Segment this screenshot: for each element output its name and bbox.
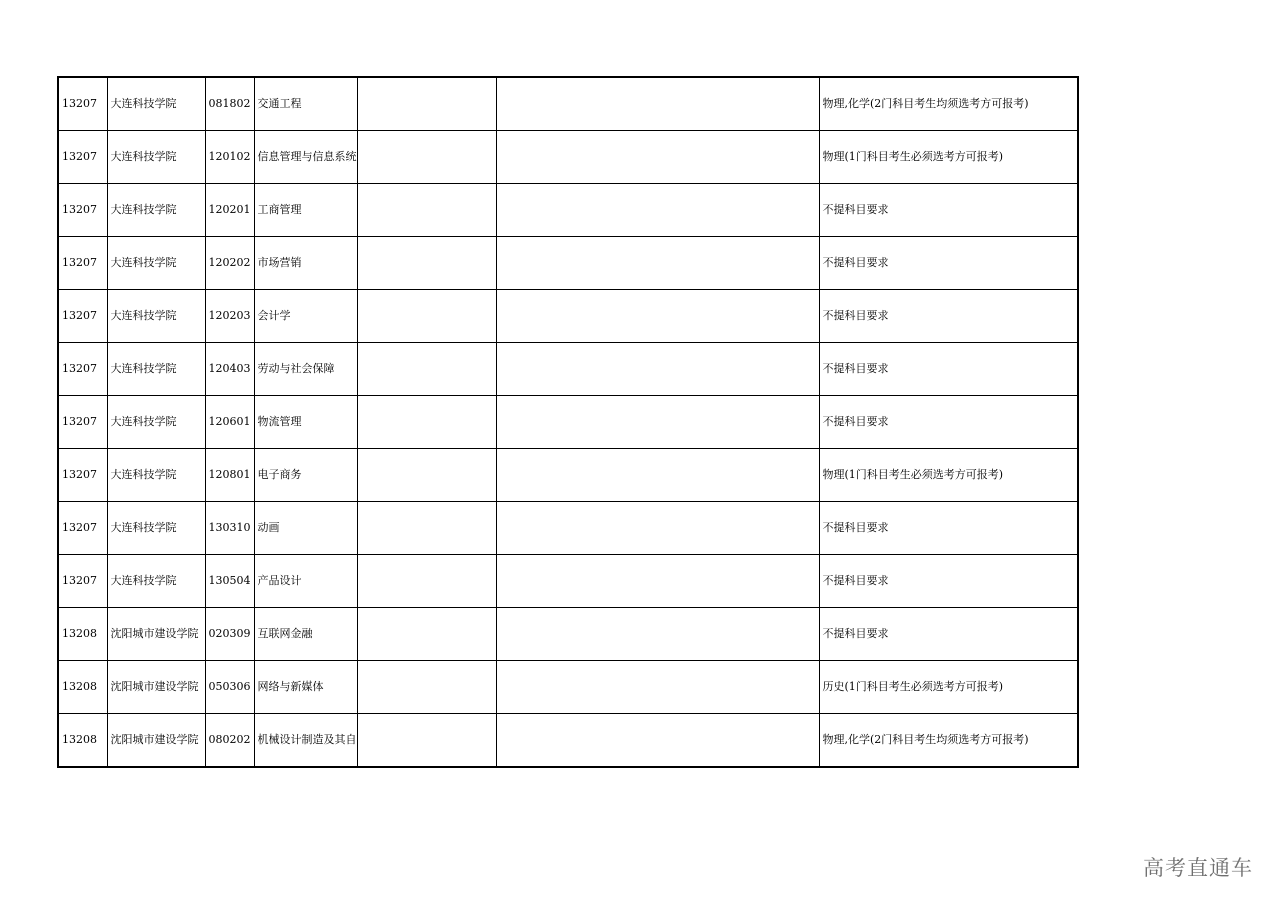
blank-cell [357,184,496,237]
table-row [58,290,1078,343]
table-body [58,77,1078,767]
school-code-cell: 13207 [58,237,107,290]
table-row [58,714,1078,768]
school-code-cell: 13207 [58,449,107,502]
major-code-cell: 130310 [205,502,254,555]
subject-requirement-cell: 不提科目要求 [819,237,1078,290]
blank-cell [357,77,496,131]
notes-cell [496,555,819,608]
major-code-cell: 120403 [205,343,254,396]
major-code-cell: 050306 [205,661,254,714]
school-name-cell: 大连科技学院 [107,502,205,555]
admission-requirements-table [57,76,1079,768]
major-name-cell: 工商管理 [254,184,357,237]
table-row [58,77,1078,131]
school-name-cell: 大连科技学院 [107,449,205,502]
school-code-cell: 13207 [58,290,107,343]
major-name-cell: 会计学 [254,290,357,343]
major-code-cell: 120102 [205,131,254,184]
school-name-cell: 沈阳城市建设学院 [107,608,205,661]
subject-requirement-cell: 不提科目要求 [819,184,1078,237]
school-name-cell: 大连科技学院 [107,131,205,184]
table-row [58,343,1078,396]
subject-requirement-cell: 不提科目要求 [819,396,1078,449]
blank-cell [357,608,496,661]
school-name-cell: 沈阳城市建设学院 [107,714,205,768]
notes-cell [496,396,819,449]
major-name-cell: 网络与新媒体 [254,661,357,714]
school-code-cell: 13207 [58,184,107,237]
subject-requirement-cell: 不提科目要求 [819,555,1078,608]
table-row [58,608,1078,661]
blank-cell [357,396,496,449]
school-code-cell: 13208 [58,608,107,661]
subject-requirement-cell: 物理,化学(2门科目考生均须选考方可报考) [819,714,1078,768]
school-name-cell: 沈阳城市建设学院 [107,661,205,714]
table-row [58,184,1078,237]
table-row [58,396,1078,449]
table-row [58,131,1078,184]
school-code-cell: 13207 [58,396,107,449]
major-name-cell: 电子商务 [254,449,357,502]
watermark-logo-text: 高考直通车 [1143,856,1253,880]
school-code-cell: 13207 [58,555,107,608]
subject-requirement-cell: 不提科目要求 [819,608,1078,661]
subject-requirement-cell: 不提科目要求 [819,290,1078,343]
school-name-cell: 大连科技学院 [107,343,205,396]
table-row [58,237,1078,290]
major-name-cell: 信息管理与信息系统 [254,131,357,184]
major-code-cell: 120201 [205,184,254,237]
subject-requirement-cell: 历史(1门科目考生必须选考方可报考) [819,661,1078,714]
school-code-cell: 13207 [58,131,107,184]
blank-cell [357,290,496,343]
notes-cell [496,661,819,714]
school-code-cell: 13207 [58,343,107,396]
school-name-cell: 大连科技学院 [107,396,205,449]
major-name-cell: 互联网金融 [254,608,357,661]
blank-cell [357,502,496,555]
major-name-cell: 劳动与社会保障 [254,343,357,396]
notes-cell [496,77,819,131]
notes-cell [496,608,819,661]
school-code-cell: 13208 [58,661,107,714]
blank-cell [357,237,496,290]
school-name-cell: 大连科技学院 [107,290,205,343]
major-name-cell: 交通工程 [254,77,357,131]
table-row [58,555,1078,608]
notes-cell [496,237,819,290]
table-row [58,661,1078,714]
notes-cell [496,714,819,768]
major-name-cell: 物流管理 [254,396,357,449]
school-name-cell: 大连科技学院 [107,555,205,608]
major-code-cell: 130504 [205,555,254,608]
blank-cell [357,714,496,768]
major-code-cell: 020309 [205,608,254,661]
notes-cell [496,131,819,184]
school-code-cell: 13207 [58,502,107,555]
table-row [58,449,1078,502]
major-name-cell: 产品设计 [254,555,357,608]
school-code-cell: 13208 [58,714,107,768]
subject-requirement-cell: 不提科目要求 [819,502,1078,555]
table-row [58,502,1078,555]
major-code-cell: 120203 [205,290,254,343]
major-name-cell: 市场营销 [254,237,357,290]
notes-cell [496,502,819,555]
major-name-cell: 动画 [254,502,357,555]
major-code-cell: 120801 [205,449,254,502]
subject-requirement-cell: 不提科目要求 [819,343,1078,396]
blank-cell [357,661,496,714]
notes-cell [496,184,819,237]
major-code-cell: 120202 [205,237,254,290]
blank-cell [357,449,496,502]
major-code-cell: 080202 [205,714,254,768]
blank-cell [357,343,496,396]
major-code-cell: 081802 [205,77,254,131]
subject-requirement-cell: 物理,化学(2门科目考生均须选考方可报考) [819,77,1078,131]
school-name-cell: 大连科技学院 [107,77,205,131]
notes-cell [496,449,819,502]
blank-cell [357,555,496,608]
blank-cell [357,131,496,184]
notes-cell [496,290,819,343]
school-name-cell: 大连科技学院 [107,237,205,290]
major-name-cell: 机械设计制造及其自 [254,714,357,768]
major-code-cell: 120601 [205,396,254,449]
subject-requirement-cell: 物理(1门科目考生必须选考方可报考) [819,131,1078,184]
school-name-cell: 大连科技学院 [107,184,205,237]
subject-requirement-cell: 物理(1门科目考生必须选考方可报考) [819,449,1078,502]
notes-cell [496,343,819,396]
school-code-cell: 13207 [58,77,107,131]
